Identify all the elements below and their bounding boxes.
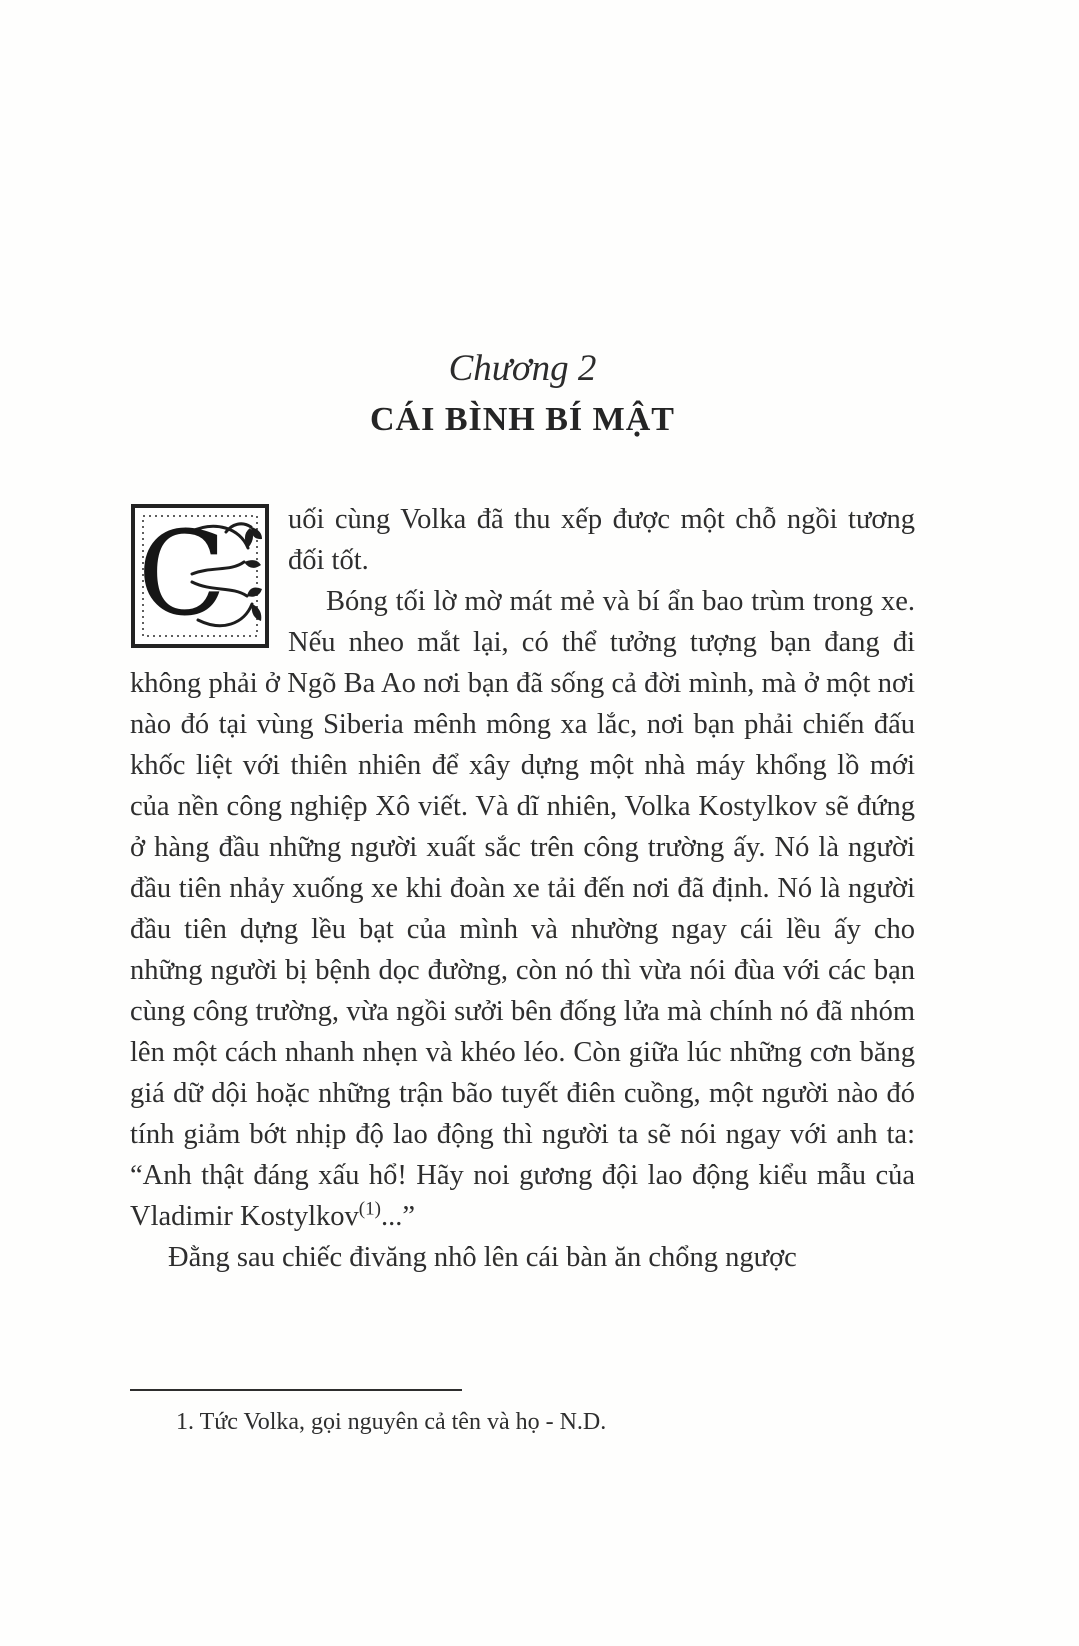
dropcap-letter: C [137,507,227,642]
paragraph-1: uối cùng Volka đã thu xếp được một chỗ ngồi tương đối tốt. [288,504,915,576]
chapter-title: CÁI BÌNH BÍ MẬT [370,401,675,438]
dropcap-ornament-icon [130,502,270,650]
paragraph-2-text: Bóng tối lờ mờ mát mẻ và bí ẩn bao trùm trong xe. Nếu nheo mắt lại, có thể tưởng tượng bạn đang đi không phải ở Ngõ Ba Ao nơi bạn đã sống cả đời mình, mà ở một nơi nào đó tại vùng Siberia mênh mông xa lắc, nơi bạn phải chiến đấu khốc liệt với thiên nhiên để xây dựng một nhà máy khổng lồ mới của nền công nghiệp Xô viết. Và dĩ nhiên, Volka Kostylkov sẽ đứng ở hàng đầu những người xuất sắc trên công trường ấy. Nó là người đầu tiên nhảy xuống xe khi đoàn xe tải đến nơi đã định. Nó là người đầu tiên dựng lều bạt của mình và nhường ngay cái lều ấy cho những người bị bệnh dọc đường, còn nó thì vừa nói đùa với các bạn cùng công trường, vừa ngồi sưởi bên đống lửa mà chính nó đã nhóm lên một cách nhanh nhẹn và khéo léo. Còn giữa lúc những cơn băng giá dữ dội hoặc những trận bão tuyết điên cuồng, một người nào đó tính giảm bớt nhịp độ lao động thì người ta sẽ nói ngay với anh ta: “Anh thật đáng xấu hổ! Hãy noi gương đội lao động kiểu mẫu của Vladimir Kostylkov [130,586,915,1232]
footnote-marker: (1) [358,1198,381,1220]
dropcap-initial [130,502,270,650]
chapter-number: Chương 2 [448,348,597,389]
footnote-text: 1. Tức Volka, gọi nguyên cả tên và họ - N.D. [176,1409,607,1435]
paragraph-3: Đằng sau chiếc đivăng nhô lên cái bàn ăn chổng ngược [168,1242,797,1273]
paragraph-2-tail: ...” [380,1201,415,1232]
paragraph-2 [130,581,915,1237]
body-text [130,499,915,1278]
footnote-separator [130,1389,462,1391]
